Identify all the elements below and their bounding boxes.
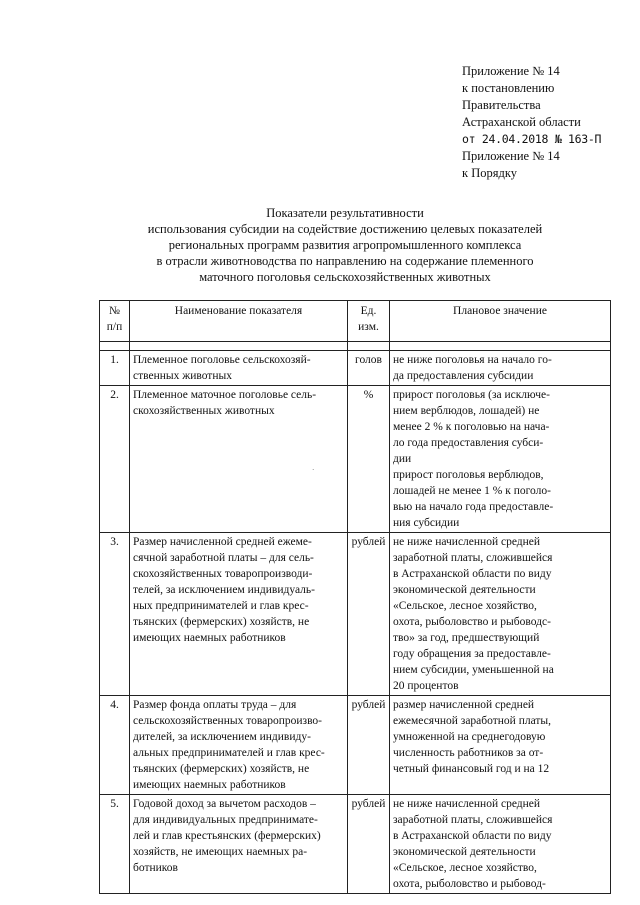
title-line: маточного поголовья сельскохозяйственных животных (199, 270, 491, 284)
table-row (100, 795, 611, 894)
table-header-row (100, 301, 611, 342)
indicator-name: Годовой доход за вычетом расходов – для индивидуальных предпринимате- лей и глав крестьянских (фермерских) хозяйств, не имеющих наемных ра- ботников (130, 795, 348, 894)
planned-value: не ниже начисленной средней заработной платы, сложившейся в Астраханской области по виду экономической деятельности «Сельское, лесное хозяйство, охота, рыболовство и рыбоводс- тво» за год, предшествующий году обращения за предоставле- нием субсидии, уменьшенной на 20 процентов (390, 533, 611, 696)
title-line: региональных программ развития агропромышленного комплекса (168, 238, 522, 252)
header-unit: Ед. изм. (348, 301, 390, 342)
resolution-stamp: от 24.04.2018 № 163-П (462, 132, 602, 146)
title-line: использования субсидии на содействие достижению целевых показателей (147, 222, 543, 236)
header-indicator-name: Наименование показателя (130, 301, 348, 342)
appendix-line: к постановлению (462, 81, 555, 95)
unit: рублей (348, 696, 390, 795)
table-row (100, 351, 611, 386)
appendix-line: к Порядку (462, 166, 517, 180)
table-row (100, 696, 611, 795)
table-row (100, 386, 611, 533)
row-number: 2. (100, 386, 130, 533)
planned-value: прирост поголовья (за исключе- нием верблюдов, лошадей) не менее 2 % к поголовью на нача- ло года предоставления субси- дии прирост поголовья верблюдов, лошадей не менее 1 % к поголо- вью на начало года предоставле- ния субсидии (390, 386, 611, 533)
row-number: 3. (100, 533, 130, 696)
unit: рублей (348, 533, 390, 696)
header-planned-value: Плановое значение (390, 301, 611, 342)
indicator-name: Размер фонда оплаты труда – для сельскохозяйственных товаропроизво- дителей, за исключением индивиду- альных предпринимателей и глав крес- тьянских (фермерских) хозяйств, не имеющих наемных работников (130, 696, 348, 795)
appendix-line: Приложение № 14 (462, 149, 560, 163)
header-number: № п/п (100, 301, 130, 342)
row-number: 5. (100, 795, 130, 894)
title-line: в отрасли животноводства по направлению на содержание племенного (156, 254, 534, 268)
table-row (100, 533, 611, 696)
indicator-name: Племенное поголовье сельскохозяй- ственных животных (130, 351, 348, 386)
unit: % (348, 386, 390, 533)
row-number: 1. (100, 351, 130, 386)
planned-value: не ниже поголовья на начало го- да предоставления субсидии (390, 351, 611, 386)
unit: голов (348, 351, 390, 386)
indicator-name: Племенное маточное поголовье сель- скохозяйственных животных (130, 386, 348, 533)
title-line: Показатели результативности (266, 206, 424, 220)
appendix-line: Астраханской области (462, 115, 581, 129)
planned-value: размер начисленной средней ежемесячной заработной платы, умноженной на среднегодовую численность работников за от- четный финансовый год и на 12 (390, 696, 611, 795)
appendix-line: Приложение № 14 (462, 64, 560, 78)
row-number: 4. (100, 696, 130, 795)
indicators-table (99, 300, 611, 894)
table-spacer-row (100, 342, 611, 351)
planned-value: не ниже начисленной средней заработной платы, сложившейся в Астраханской области по виду экономической деятельности «Сельское, лесное хозяйство, охота, рыболовство и рыбовод- (390, 795, 611, 894)
appendix-line: Правительства (462, 98, 541, 112)
indicator-name: Размер начисленной средней ежеме- сячной заработной платы – для сель- скохозяйственных товаропроизводи- телей, за исключением индивидуаль- ных предпринимателей и глав крес- тьянских (фермерских) хозяйств, не имеющих наемных работников (130, 533, 348, 696)
appendix-header (462, 63, 637, 182)
unit: рублей (348, 795, 390, 894)
document-title (80, 205, 610, 285)
scan-speck: · (312, 466, 315, 474)
